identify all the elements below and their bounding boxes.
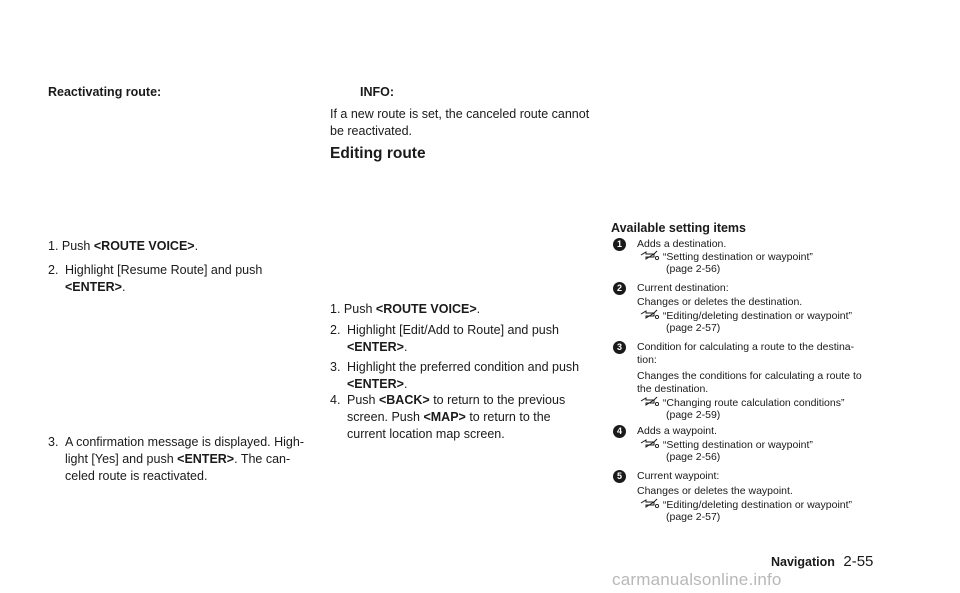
item-description: Current waypoint: (637, 470, 720, 482)
key-enter: <ENTER> (347, 340, 404, 354)
number-badge-5: 5 (613, 470, 626, 483)
key-enter: <ENTER> (177, 452, 235, 466)
reference-page: (page 2-56) (666, 451, 721, 463)
reference-pointer-icon (640, 438, 660, 449)
item-description: Changes or deletes the waypoint. (637, 485, 793, 497)
item-description: the destination. (637, 383, 709, 395)
info-line: be reactivated. (330, 124, 412, 138)
step-number: 4. (330, 393, 341, 407)
key-enter: <ENTER> (347, 377, 404, 391)
number-badge-3: 3 (613, 341, 626, 354)
reference-title: “Editing/deleting destination or waypoint” (662, 499, 853, 511)
item-description: Current destination: (637, 282, 729, 294)
cross-reference-5 (640, 498, 852, 512)
item-description: Condition for calculating a route to the destina- (637, 341, 855, 353)
step-text: Highlight the preferred condition and push (347, 360, 580, 374)
middle-step-2 (330, 322, 590, 358)
info-text (330, 106, 589, 140)
info-label: INFO: (360, 85, 395, 99)
step-number: 3. (48, 435, 59, 449)
reference-page: (page 2-56) (666, 263, 721, 275)
cross-reference-3 (640, 396, 844, 410)
reference-pointer-icon (640, 250, 660, 261)
item-description: Adds a destination. (637, 238, 727, 250)
number-badge-4: 4 (613, 425, 626, 438)
section-heading-reactivating-route: Reactivating route: (48, 85, 162, 99)
footer-section: Navigation (771, 555, 835, 569)
reference-page: (page 2-59) (666, 409, 721, 421)
left-step-3 (48, 434, 318, 494)
key-back: <BACK> (378, 393, 430, 407)
item-description: tion: (637, 354, 657, 366)
key-enter: <ENTER> (65, 280, 122, 294)
left-step-2 (48, 262, 318, 302)
reference-title: “Setting destination or waypoint” (662, 251, 813, 263)
step-text: to return to the previous (433, 393, 566, 407)
step-text: current location map screen. (347, 427, 505, 441)
key-map: <MAP> (423, 410, 466, 424)
middle-step-3 (330, 359, 590, 395)
step-number: 3. (330, 360, 341, 374)
step-text: light [Yes] and push (65, 452, 174, 466)
reference-page: (page 2-57) (666, 322, 721, 334)
step-text: Push (343, 302, 373, 316)
item-description: Changes or deletes the destination. (637, 296, 803, 308)
left-step-1 (48, 238, 198, 255)
step-text: celed route is reactivated. (65, 469, 208, 483)
step-text: . (121, 280, 126, 294)
step-text: Push (347, 393, 376, 407)
section-heading-available-setting-items: Available setting items (611, 221, 746, 235)
info-line: If a new route is set, the canceled route cannot (330, 107, 590, 121)
key-route-voice: <ROUTE VOICE> (375, 302, 477, 316)
section-heading-editing-route: Editing route (330, 145, 426, 162)
step-text: . (403, 340, 408, 354)
reference-title: “Setting destination or waypoint” (662, 439, 813, 451)
cross-reference-4 (640, 438, 813, 452)
cross-reference-2 (640, 309, 852, 323)
step-text: . (194, 239, 199, 253)
reference-pointer-icon (640, 396, 660, 407)
step-text: screen. Push (347, 410, 420, 424)
footer-page-number: 2-55 (843, 553, 874, 570)
page-footer (771, 553, 873, 571)
reference-page: (page 2-57) (666, 511, 721, 523)
step-text: 1. Push (48, 239, 91, 253)
step-text: A confirmation message is displayed. High- (65, 435, 305, 449)
item-description: Adds a waypoint. (637, 425, 717, 437)
reference-pointer-icon (640, 498, 660, 509)
reference-title: “Editing/deleting destination or waypoint” (662, 310, 853, 322)
step-text: . (403, 377, 408, 391)
reference-title: “Changing route calculation conditions” (662, 397, 845, 409)
step-text: Highlight [Resume Route] and push (65, 263, 263, 277)
step-number: 1. (330, 302, 341, 316)
number-badge-2: 2 (613, 282, 626, 295)
cross-reference-1 (640, 250, 813, 264)
step-text: to return to the (469, 410, 551, 424)
item-description: Changes the conditions for calculating a route to (637, 370, 862, 382)
watermark: carmanualsonline.info (612, 570, 782, 589)
step-number: 2. (330, 323, 341, 337)
number-badge-1: 1 (613, 238, 626, 251)
step-number: 2. (48, 263, 59, 277)
middle-step-4 (330, 392, 595, 446)
key-route-voice: <ROUTE VOICE> (93, 239, 195, 253)
middle-step-1 (330, 301, 480, 318)
reference-pointer-icon (640, 309, 660, 320)
step-text: Highlight [Edit/Add to Route] and push (347, 323, 559, 337)
step-text: . The can- (234, 452, 291, 466)
step-text: . (476, 302, 481, 316)
